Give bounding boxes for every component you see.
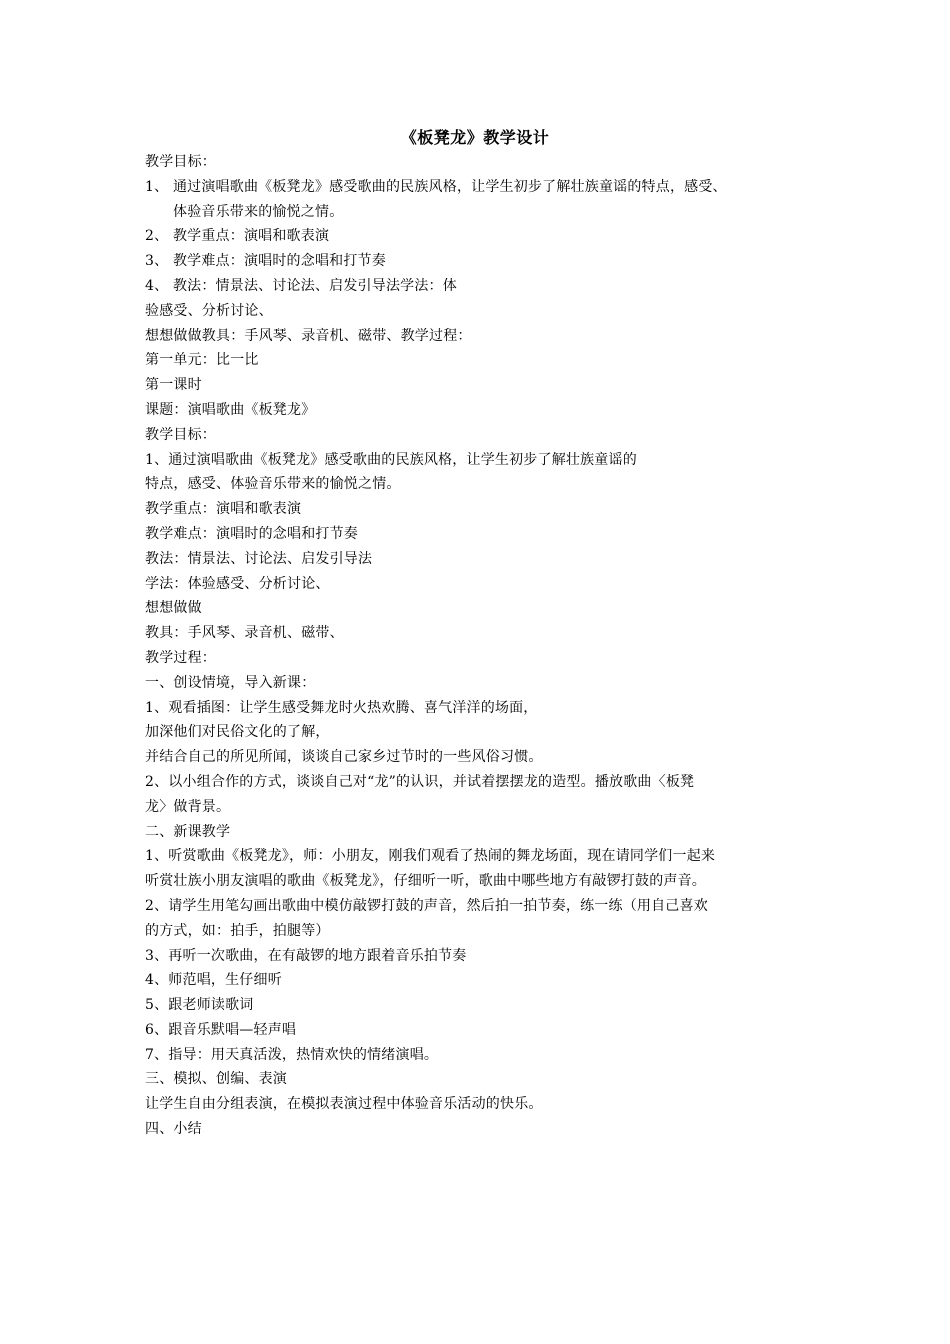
text-line: 一、创设情境，导入新课： — [145, 674, 316, 691]
text-line: 教法：情景法、讨论法、启发引导法 — [145, 550, 373, 567]
text-line: 特点，感受、体验音乐带来的愉悦之情。 — [145, 476, 401, 493]
text-line: 2、以小组合作的方式，谈谈自己对“龙”的认识，并试着摆摆龙的造型。播放歌曲〈板凳 — [145, 773, 695, 790]
text-line: 二、新课教学 — [145, 823, 231, 840]
text-line: 4、 教法：情景法、讨论法、启发引导法学法：体 — [145, 277, 457, 294]
text-line: 教学过程： — [145, 649, 216, 666]
text-line: 教学重点：演唱和歌表演 — [145, 501, 302, 518]
text-line: 7、指导：用天真活泼，热情欢快的情绪演唱。 — [145, 1046, 439, 1063]
text-line: 课题：演唱歌曲《板凳龙》 — [145, 401, 316, 418]
text-line: 并结合自己的所见所闻，谈谈自己家乡过节时的一些风俗习惯。 — [145, 749, 543, 766]
text-line: 4、师范唱，生仔细听 — [145, 972, 282, 989]
text-line: 1、观看插图：让学生感受舞龙时火热欢腾、喜气洋洋的场面， — [145, 699, 538, 716]
text-line: 3、再听一次歌曲，在有敲锣的地方跟着音乐拍节奏 — [145, 947, 467, 964]
text-line: 三、模拟、创编、表演 — [145, 1071, 287, 1088]
text-line: 听赏壮族小朋友演唱的歌曲《板凳龙》，仔细听一听，歌曲中哪些地方有敲锣打鼓的声音。 — [145, 873, 706, 890]
text-line: 2、 教学重点：演唱和歌表演 — [145, 228, 330, 245]
document-body — [145, 150, 810, 1142]
text-line: 教学难点：演唱时的念唱和打节奏 — [145, 525, 358, 542]
text-line: 1、 通过演唱歌曲《板凳龙》感受歌曲的民族风格，让学生初步了解壮族童谣的特点，感受、 — [145, 178, 727, 195]
text-line: 教学目标： — [145, 154, 216, 170]
text-line: 验感受、分析讨论、 — [145, 302, 273, 319]
text-line: 2、请学生用笔勾画出歌曲中模仿敲锣打鼓的声音，然后拍一拍节奏，练一练（用自己喜欢 — [145, 897, 708, 914]
text-line: 1、听赏歌曲《板凳龙》，师：小朋友，刚我们观看了热闹的舞龙场面，现在请同学们一起来 — [145, 848, 716, 865]
text-line: 想想做做 — [145, 600, 202, 617]
text-line: 教学目标： — [145, 426, 216, 443]
text-line: 第一课时 — [145, 377, 202, 394]
text-line: 5、跟老师读歌词 — [145, 997, 254, 1014]
text-line: 3、 教学难点：演唱时的念唱和打节奏 — [145, 253, 386, 270]
text-line: 的方式，如：拍手，拍腿等） — [145, 922, 330, 939]
text-line: 加深他们对民俗文化的了解， — [145, 724, 330, 741]
text-line: 教具：手风琴、录音机、磁带、 — [145, 625, 344, 642]
text-line: 第一单元：比一比 — [145, 352, 259, 369]
text-line: 让学生自由分组表演，在模拟表演过程中体验音乐活动的快乐。 — [145, 1096, 543, 1113]
text-line: 6、跟音乐默唱—轻声唱 — [145, 1021, 297, 1038]
text-line: 学法：体验感受、分析讨论、 — [145, 575, 330, 592]
text-line: 龙〉做背景。 — [145, 798, 231, 815]
text-line: 1、通过演唱歌曲《板凳龙》感受歌曲的民族风格，让学生初步了解壮族童谣的 — [145, 451, 637, 468]
text-line: 体验音乐带来的愉悦之情。 — [173, 203, 344, 220]
text-line: 四、小结 — [145, 1121, 202, 1138]
text-line: 想想做做教具：手风琴、录音机、磁带、教学过程： — [145, 327, 472, 344]
document-title: 《板凳龙》教学设计 — [400, 128, 550, 147]
